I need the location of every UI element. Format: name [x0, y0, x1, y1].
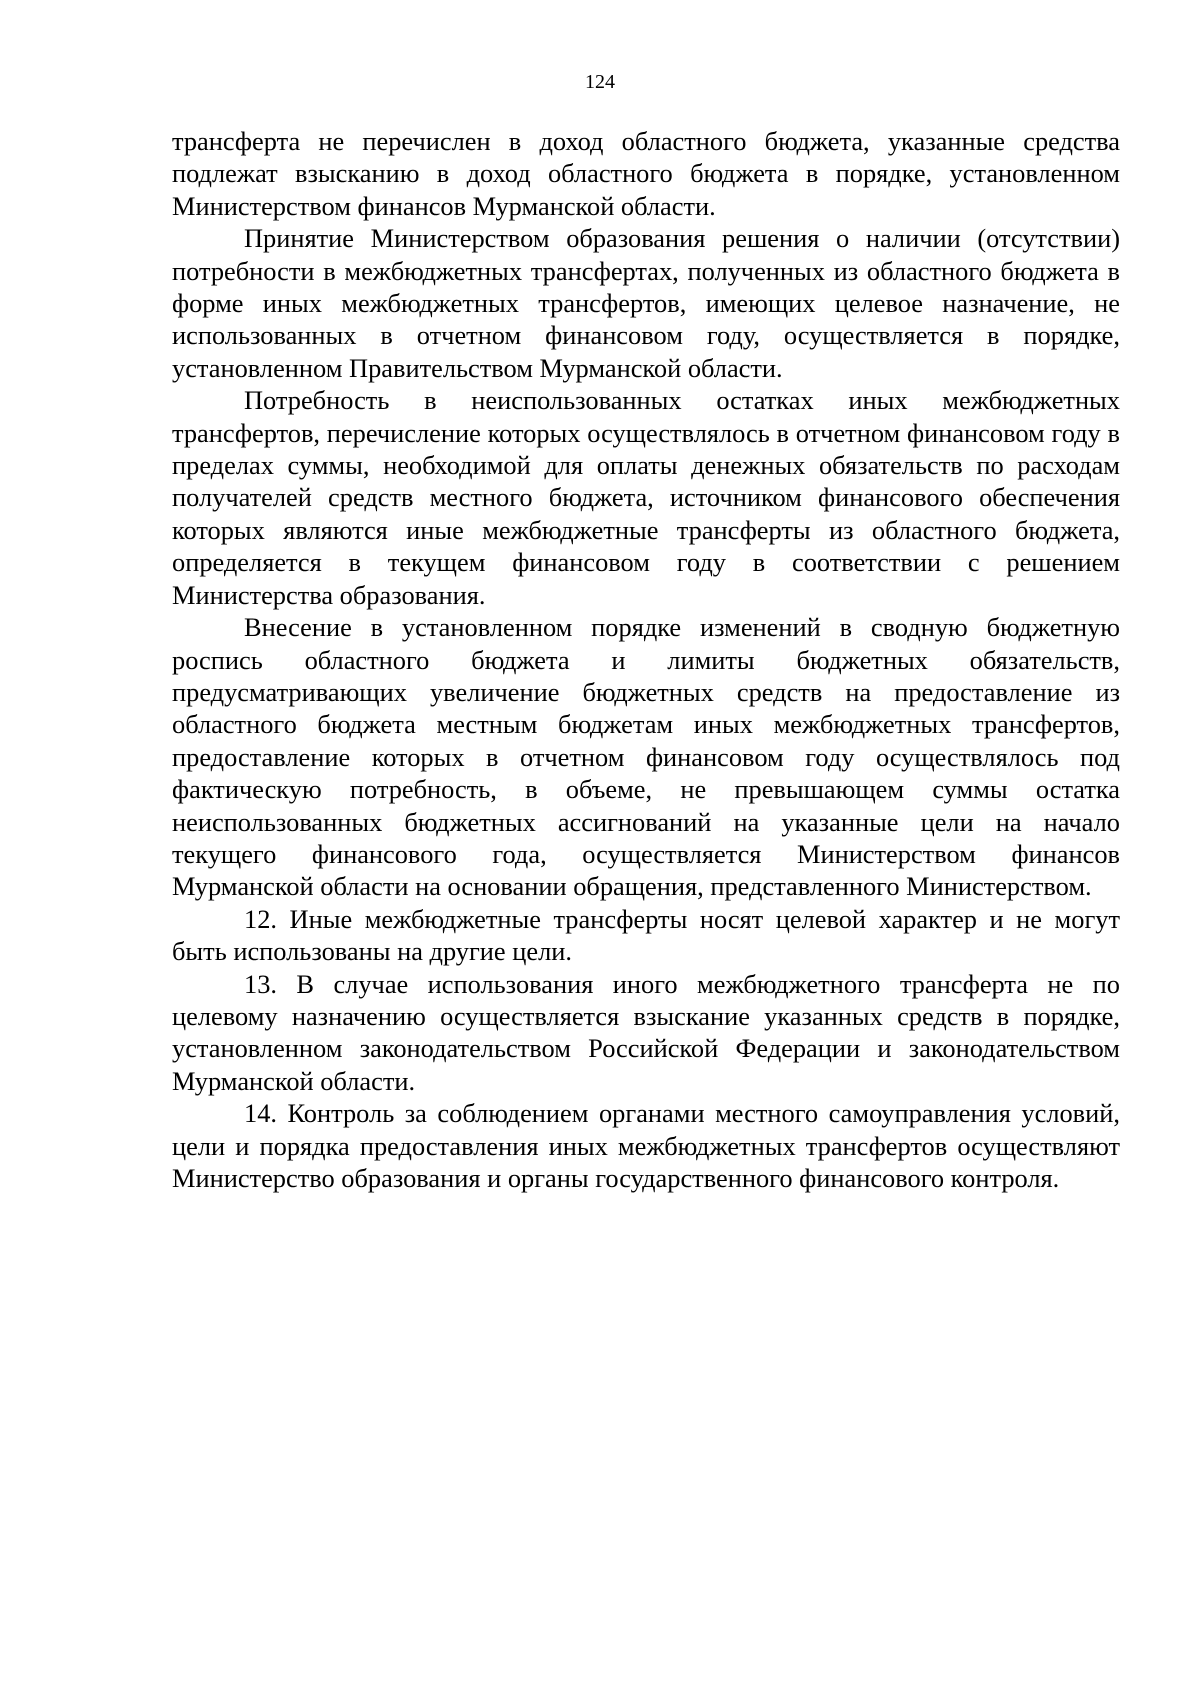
- paragraph-item-12: 12. Иные межбюджетные трансферты носят целевой характер и не могут быть использованы на другие цели.: [172, 903, 1120, 967]
- paragraph-unused-balances: Потребность в неиспользованных остатках иных межбюджетных трансфертов, перечисление которых осуществлялось в отчетном финансовом году в пределах суммы, необходимой для оплаты денежных обязательств по расходам получателей средств местного бюджета, источником финансового обеспечения которых являются иные межбюджетные трансферты из областного бюджета, определяется в текущем финансовом году в соответствии с решением Министерства образования.: [172, 385, 1120, 610]
- paragraph-item-13: 13. В случае использования иного межбюджетного трансферта не по целевому назначению осуществляется взыскание указанных средств в порядке, установленном законодательством Российской Федерации и законодательством Мурманской области.: [172, 968, 1120, 1096]
- paragraph-item-14: 14. Контроль за соблюдением органами местного самоуправления условий, цели и порядка предоставления иных межбюджетных трансфертов осуществляют Министерство образования и органы государственного финансового контроля.: [172, 1098, 1120, 1193]
- page-number: 124: [585, 71, 615, 93]
- paragraph-decision-on-need: Принятие Министерством образования решения о наличии (отсутствии) потребности в межбюджетных трансфертах, полученных из областного бюджета в форме иных межбюджетных трансфертов, имеющих целевое назначение, не использованных в отчетном финансовом году, осуществляется в порядке, установленном Правительством Мурманской области.: [172, 223, 1120, 383]
- paragraph-budget-changes: Внесение в установленном порядке изменений в сводную бюджетную роспись областного бюджета и лимиты бюджетных обязательств, предусматривающих увеличение бюджетных средств на предоставление из областного бюджета местным бюджетам иных межбюджетных трансфертов, предоставление которых в отчетном финансовом году осуществлялось под фактическую потребность, в объеме, не превышающем суммы остатка неиспользованных бюджетных ассигнований на указанные цели на начало текущего финансового года, осуществляется Министерством финансов Мурманской области на основании обращения, представленного Министерством.: [172, 612, 1120, 902]
- paragraph-continuation: трансферта не перечислен в доход областного бюджета, указанные средства подлежат взысканию в доход областного бюджета в порядке, установленном Министерством финансов Мурманской области.: [172, 126, 1120, 221]
- document-body: [172, 125, 1120, 1194]
